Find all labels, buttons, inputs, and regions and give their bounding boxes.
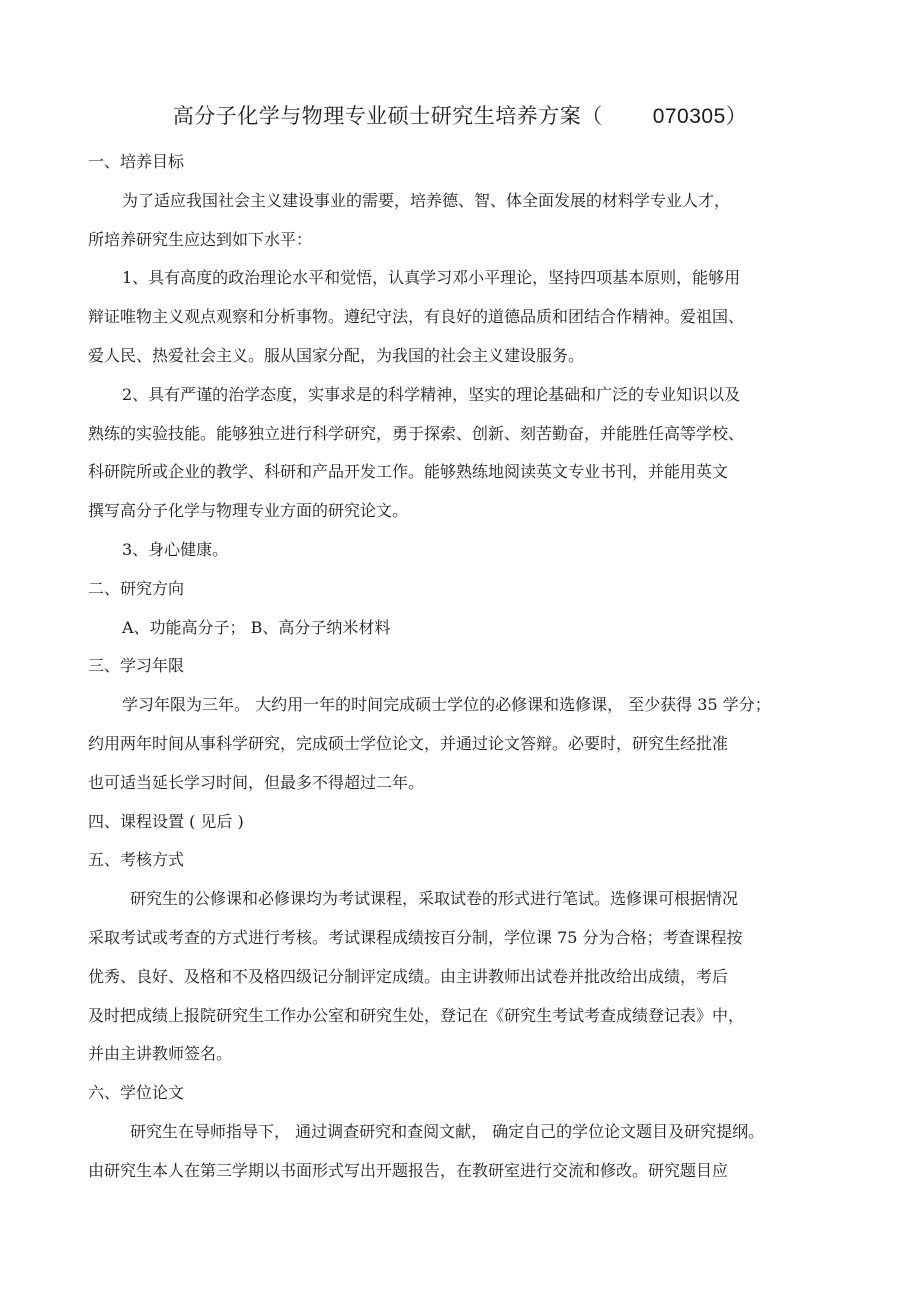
title-code: 070305）	[652, 105, 748, 128]
section-heading-courses: 四、课程设置 ( 见后 )	[88, 812, 244, 831]
paragraph-line: 采取考试或考查的方式进行考核。考试课程成绩按百分制，学位课 75 分为合格；考查课程按	[88, 928, 743, 947]
document-title	[0, 100, 920, 130]
paragraph-line: A、功能高分子； B、高分子纳米材料	[122, 618, 391, 637]
section-heading-duration: 三、学习年限	[88, 656, 185, 675]
section-heading-goals: 一、培养目标	[88, 152, 185, 171]
paragraph-line: 及时把成绩上报院研究生工作办公室和研究生处，登记在《研究生考试考查成绩登记表》中，	[88, 1006, 745, 1025]
paragraph-line: 熟练的实验技能。能够独立进行科学研究，勇于探索、创新、刻苦勤奋，并能胜任高等学校、	[88, 424, 745, 443]
paragraph-line: 并由主讲教师签名。	[88, 1044, 233, 1063]
paragraph-line: 3、身心健康。	[122, 540, 229, 559]
paragraph-line: 2、具有严谨的治学态度，实事求是的科学精神，坚实的理论基础和广泛的专业知识以及	[122, 385, 741, 404]
paragraph-line: 研究生的公修课和必修课均为考试课程，采取试卷的形式进行笔试。选修课可根据情况	[130, 889, 739, 908]
paragraph-line: 也可适当延长学习时间，但最多不得超过二年。	[88, 773, 425, 792]
paragraph-line: 学习年限为三年。 大约用一年的时间完成硕士学位的必修课和选修课， 至少获得 35 学分；	[122, 695, 771, 714]
paragraph-line: 约用两年时间从事科学研究，完成硕士学位论文，并通过论文答辩。必要时，研究生经批准	[88, 734, 729, 753]
paragraph-line: 研究生在导师指导下， 通过调查研究和查阅文献， 确定自己的学位论文题目及研究提纲。	[130, 1122, 765, 1141]
paragraph-line: 科研院所或企业的教学、科研和产品开发工作。能够熟练地阅读英文专业书刊，并能用英文	[88, 462, 729, 481]
paragraph-line: 爱人民、热爱社会主义。服从国家分配，为我国的社会主义建设服务。	[88, 346, 585, 365]
section-heading-thesis: 六、学位论文	[88, 1083, 185, 1102]
paragraph-line: 由研究生本人在第三学期以书面形式写出开题报告，在教研室进行交流和修改。研究题目应	[88, 1161, 729, 1180]
paragraph-line: 为了适应我国社会主义建设事业的需要，培养德、智、体全面发展的材料学专业人才，	[122, 191, 731, 210]
paragraph-line: 撰写高分子化学与物理专业方面的研究论文。	[88, 501, 409, 520]
paragraph-line: 辩证唯物主义观点观察和分析事物。遵纪守法，有良好的道德品质和团结合作精神。爱祖国、	[88, 307, 745, 326]
title-main: 高分子化学与物理专业硕士研究生培养方案（	[172, 104, 603, 128]
paragraph-line: 优秀、良好、及格和不及格四级记分制评定成绩。由主讲教师出试卷并批改给出成绩，考后	[88, 967, 729, 986]
section-heading-research: 二、研究方向	[88, 579, 185, 598]
paragraph-line: 1、具有高度的政治理论水平和觉悟，认真学习邓小平理论，坚持四项基本原则，能够用	[122, 268, 741, 287]
section-heading-assessment: 五、考核方式	[88, 850, 185, 869]
paragraph-line: 所培养研究生应达到如下水平：	[88, 230, 313, 249]
